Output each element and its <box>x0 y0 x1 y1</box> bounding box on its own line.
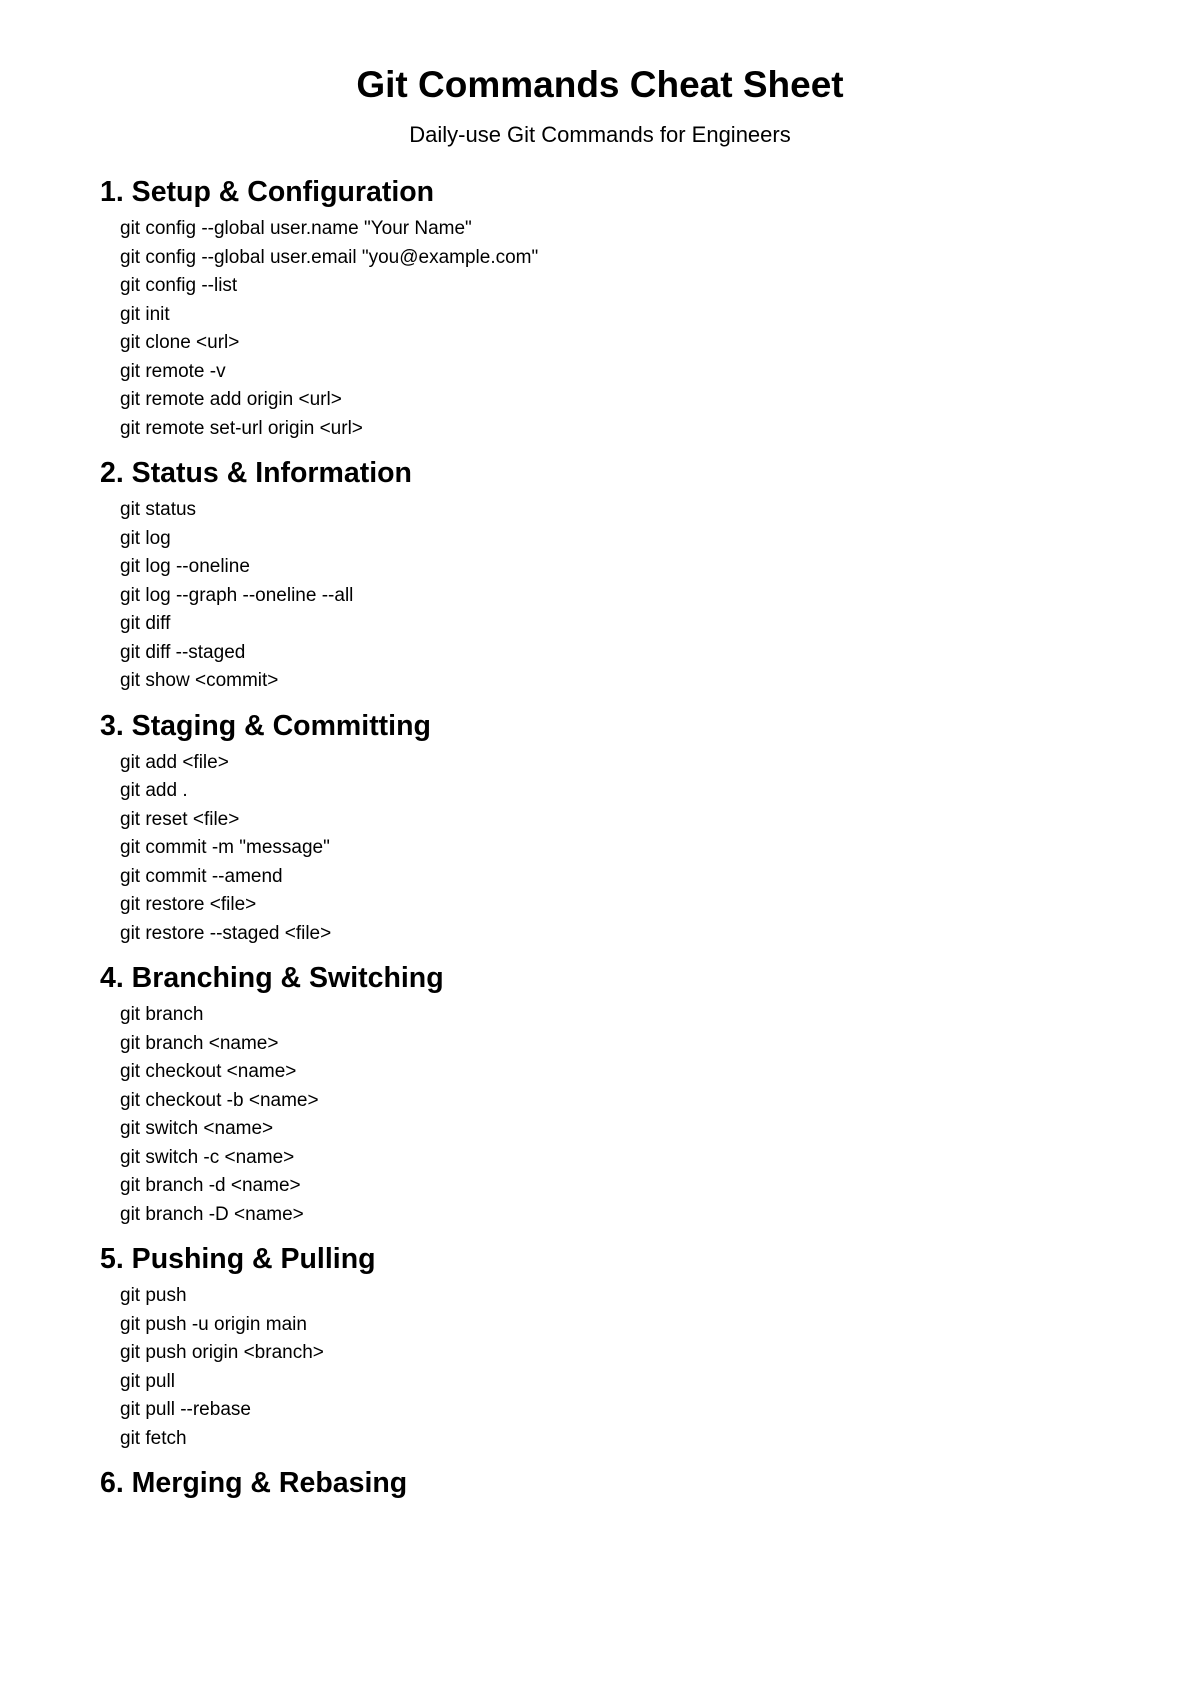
command-item: git switch <name> <box>120 1118 274 1139</box>
command-item: git push origin <branch> <box>120 1342 324 1363</box>
section-merging-rebasing <box>100 1463 1100 1503</box>
command-item: git branch <box>120 1004 204 1025</box>
command-item: git restore <file> <box>120 894 257 915</box>
command-item: git branch -d <name> <box>120 1175 301 1196</box>
section-setup-configuration <box>100 172 1100 453</box>
command-list <box>120 212 1100 453</box>
command-item: git branch <name> <box>120 1032 279 1054</box>
command-list <box>120 998 1100 1239</box>
sections-container <box>100 172 1100 1503</box>
section-heading: 6. Merging & Rebasing <box>100 1467 408 1499</box>
command-item: git init <box>120 303 170 325</box>
command-list <box>120 746 1100 959</box>
section-heading: 2. Status & Information <box>100 457 412 489</box>
command-item: git log <box>120 527 171 549</box>
command-item: git config --list <box>120 275 238 296</box>
command-item: git remote set-url origin <url> <box>120 417 363 439</box>
command-item: git checkout -b <name> <box>120 1089 319 1111</box>
command-item: git clone <url> <box>120 332 240 353</box>
command-item: git push -u origin main <box>120 1313 307 1335</box>
command-item: git pull <box>120 1370 175 1392</box>
command-item: git config --global user.name "Your Name" <box>120 218 472 239</box>
section-branching-switching <box>100 958 1100 1239</box>
command-list <box>120 493 1100 706</box>
command-item: git commit --amend <box>120 865 283 887</box>
section-heading: 1. Setup & Configuration <box>100 176 435 208</box>
command-item: git switch -c <name> <box>120 1146 295 1168</box>
section-staging-committing <box>100 706 1100 959</box>
command-item: git branch -D <name> <box>120 1203 304 1225</box>
command-item: git commit -m "message" <box>120 837 330 858</box>
section-status-information <box>100 453 1100 706</box>
command-item: git config --global user.email "you@example.com" <box>120 246 539 268</box>
command-item: git add <file> <box>120 751 229 773</box>
command-item: git checkout <name> <box>120 1061 297 1082</box>
command-list <box>120 1279 1100 1463</box>
command-item: git show <commit> <box>120 670 279 691</box>
page-title: Git Commands Cheat Sheet <box>356 64 844 105</box>
page-subtitle: Daily-use Git Commands for Engineers <box>409 122 791 147</box>
command-item: git remote -v <box>120 360 226 382</box>
command-item: git status <box>120 499 197 520</box>
command-item: git add . <box>120 780 188 801</box>
section-heading: 3. Staging & Committing <box>100 709 431 742</box>
section-pushing-pulling <box>100 1239 1100 1463</box>
command-item: git push <box>120 1285 187 1306</box>
command-item: git pull --rebase <box>120 1399 251 1420</box>
command-item: git log --oneline <box>120 556 250 577</box>
section-heading: 4. Branching & Switching <box>100 962 444 994</box>
command-item: git restore --staged <file> <box>120 922 332 944</box>
command-item: git remote add origin <url> <box>120 389 342 410</box>
command-item: git diff --staged <box>120 641 246 663</box>
section-heading: 5. Pushing & Pulling <box>100 1243 376 1275</box>
command-item: git diff <box>120 613 171 634</box>
command-item: git reset <file> <box>120 808 240 830</box>
command-item: git log --graph --oneline --all <box>120 584 354 606</box>
command-item: git fetch <box>120 1427 187 1449</box>
